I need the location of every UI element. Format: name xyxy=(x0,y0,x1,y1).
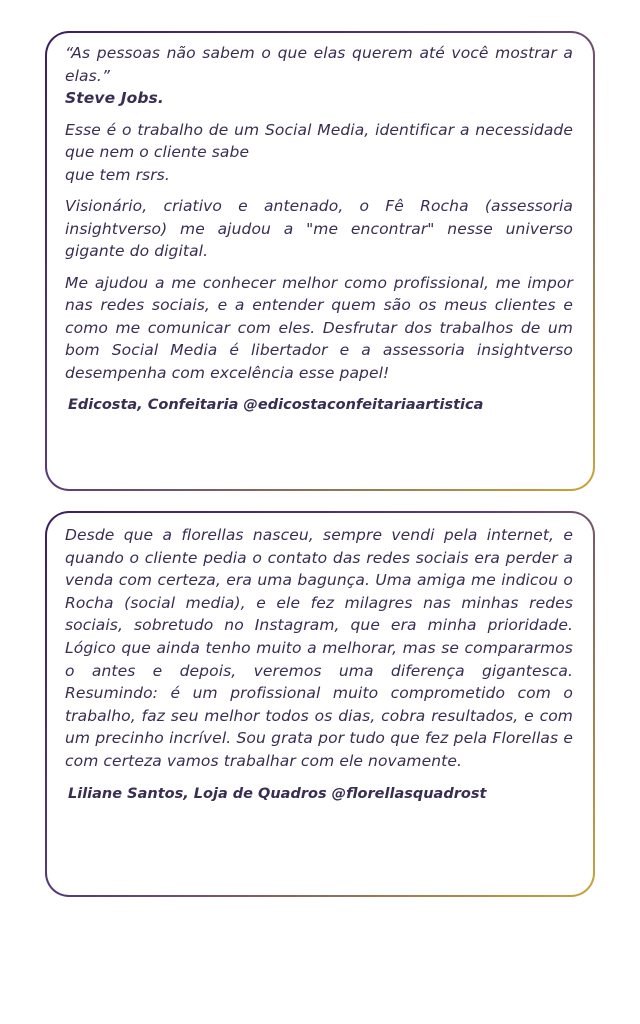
testimonial-body: Desde que a florellas nasceu, sempre vendi pela internet, e quando o cliente pedia o contato das redes sociais era perder a venda com certeza, era uma bagunça. Uma amiga me indicou o Rocha (social media), e ele fez milagres nas minhas redes sociais, sobretudo no Instagram, que era minha prioridade. Lógico que ainda tenho muito a melhorar, mas se compararmos o antes e depois, veremos uma diferença gigantesca. Resumindo: é um profissional muito comprometido com o trabalho, faz seu melhor todos os dias, cobra resultados, e com um precinho incrível. Sou grata por tudo que fez pela Florellas e com certeza vamos trabalhar com ele novamente. xyxy=(65,526,573,770)
quote-author: Steve Jobs. xyxy=(65,89,164,107)
testimonial-paragraph-2 xyxy=(65,119,573,187)
testimonial-card-liliane xyxy=(45,511,595,897)
paragraph-line: que tem rsrs. xyxy=(65,165,170,184)
paragraph-line: Esse é o trabalho de um Social Media, identificar a necessidade que nem o cliente sabe xyxy=(65,120,573,161)
testimonial-signature: Liliane Santos, Loja de Quadros @florellasquadrost xyxy=(68,785,487,802)
testimonial-card-edicosta xyxy=(45,31,595,491)
testimonial-paragraph-3: Visionário, criativo e antenado, o Fê Rocha (assessoria insightverso) me ajudou a "me encontrar" nesse universo gigante do digital. xyxy=(65,197,573,260)
testimonial-paragraph-4: Me ajudou a me conhecer melhor como profissional, me impor nas redes sociais, e a entender quem são os meus clientes e como me comunicar com eles. Desfrutar dos trabalhos de um bom Social Media é libertador e a assessoria insightverso desempenha com excelência esse papel! xyxy=(65,273,573,382)
quote-paragraph xyxy=(65,42,573,110)
quote-text: “As pessoas não sabem o que elas querem até você mostrar a elas.” xyxy=(65,44,573,85)
testimonial-signature: Edicosta, Confeitaria @edicostaconfeitariaartistica xyxy=(68,397,484,413)
